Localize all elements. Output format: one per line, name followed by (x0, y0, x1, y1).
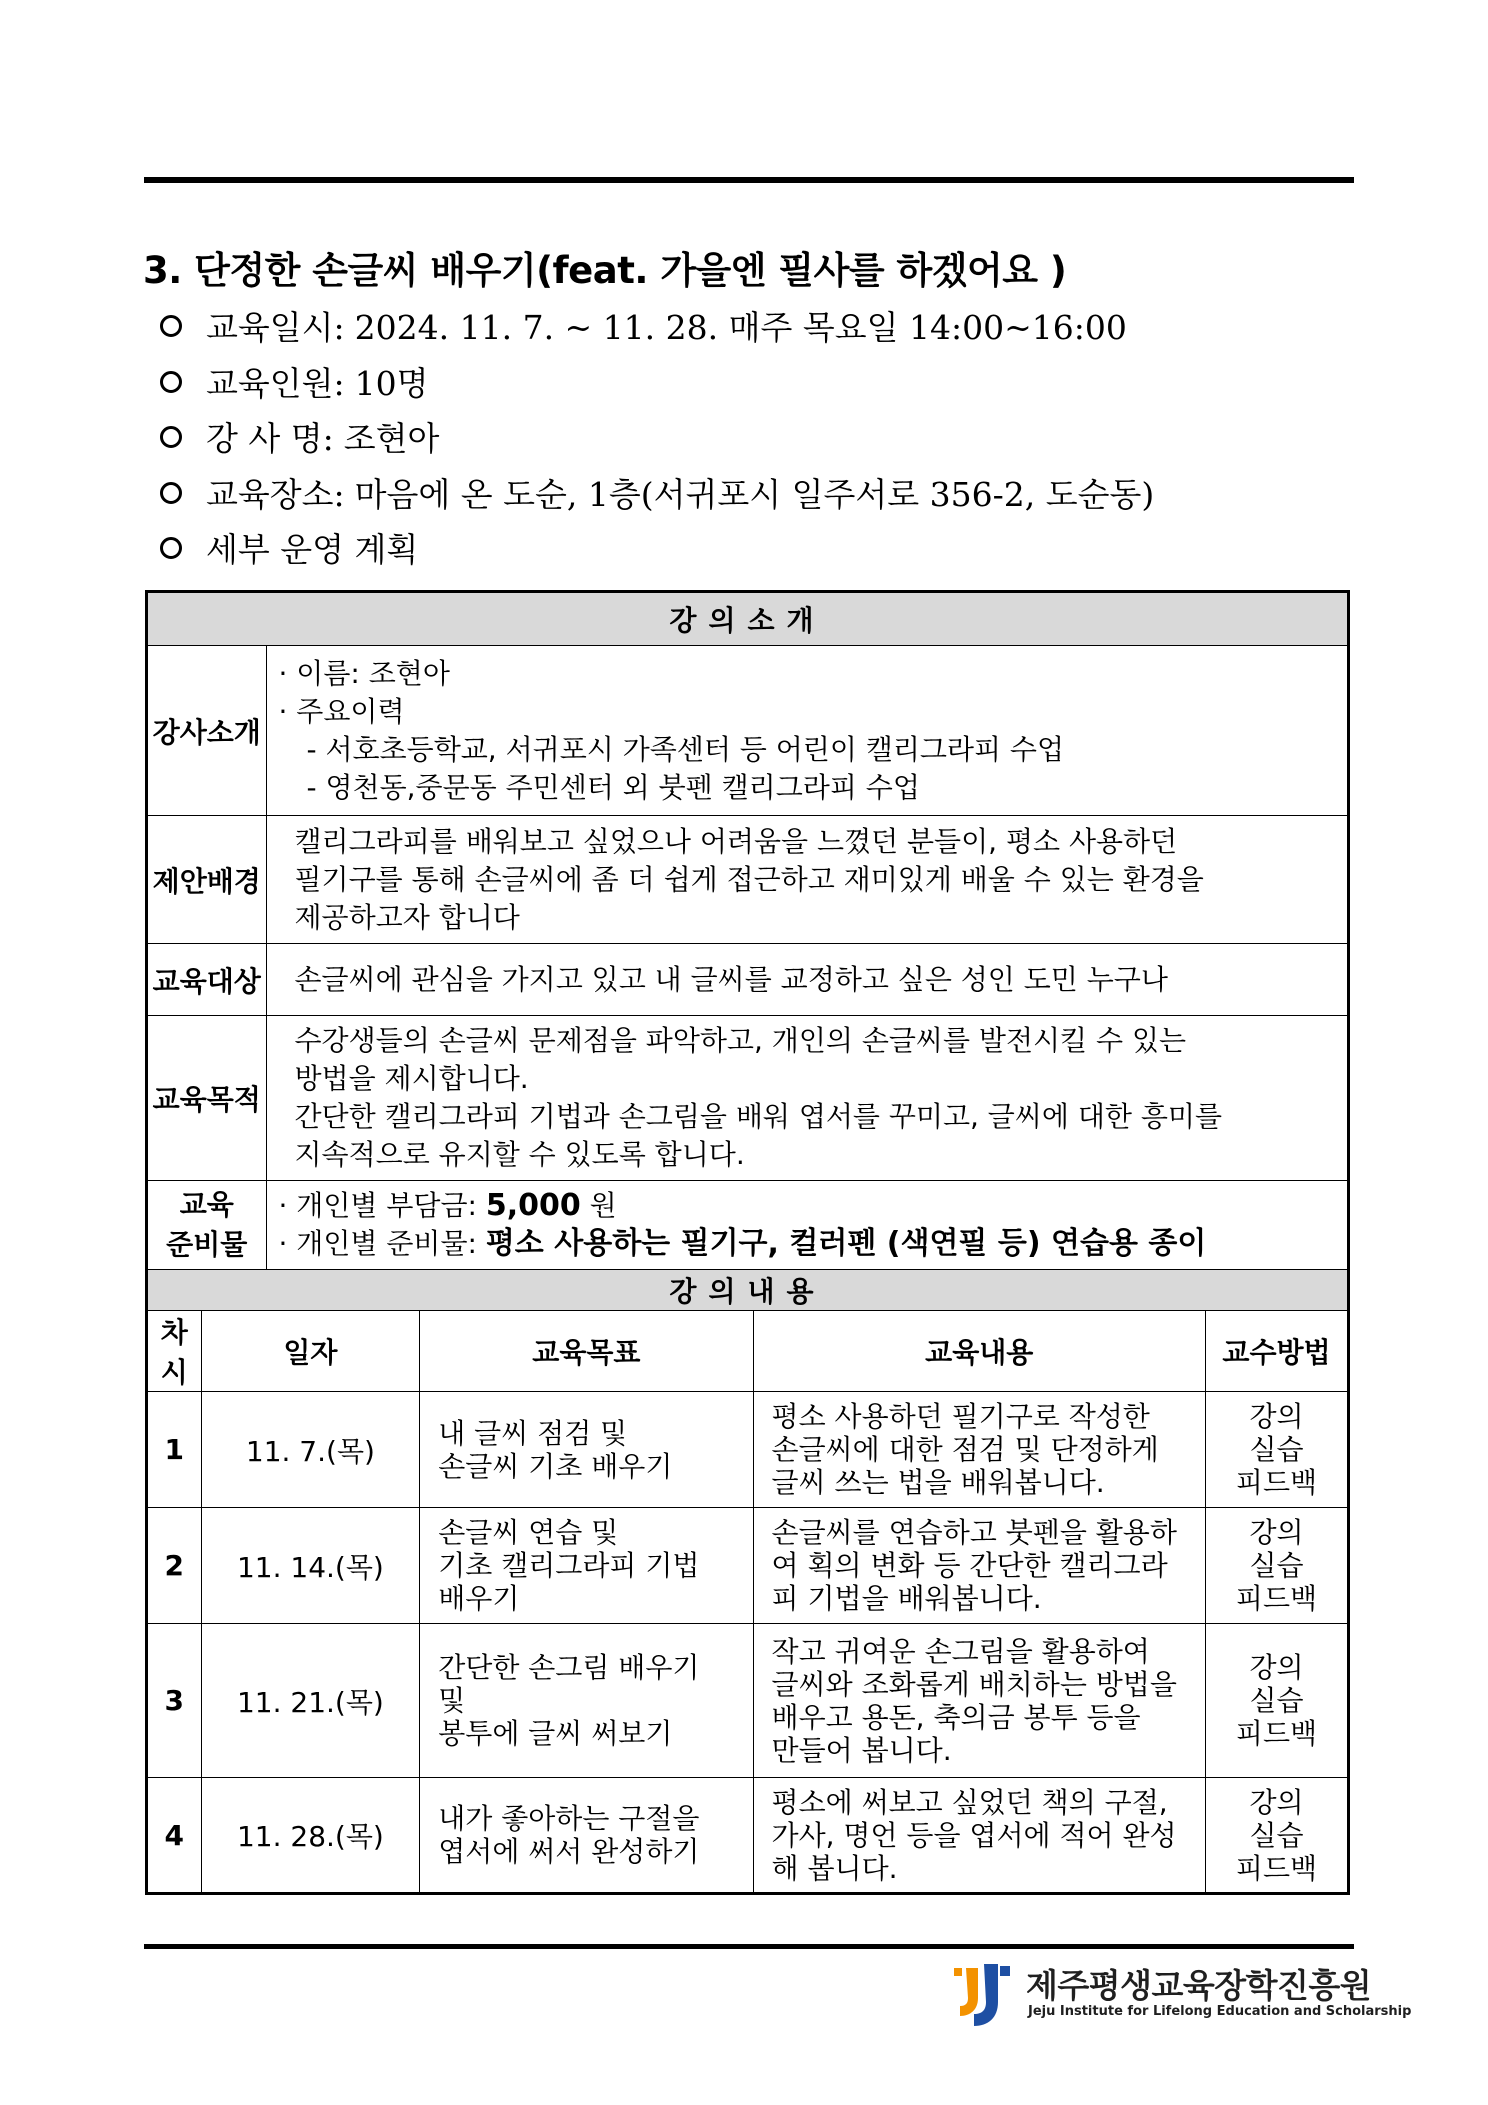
text-line: 손글씨를 연습하고 붓펜을 활용하 (771, 1516, 1177, 1549)
text-line: 평소 사용하던 필기구로 작성한 (771, 1400, 1150, 1433)
col-content: 교육내용 (753, 1311, 1205, 1392)
logo-square-mark (1000, 1966, 1010, 1976)
intro-header: 강의소개 (147, 592, 1349, 646)
session-content (753, 1624, 1205, 1778)
text-line: 작고 귀여운 손그림을 활용하여 (771, 1634, 1150, 1668)
info-instructor (160, 413, 439, 460)
text-line: 만들어 봅니다. (771, 1733, 952, 1767)
bottom-rule (144, 1944, 1354, 1949)
items-value: 평소 사용하는 필기구, 컬러펜 (색연필 등) 연습용 종이 (485, 1226, 1207, 1261)
text-line: · 이름: 조현아 (278, 656, 450, 690)
info-label: 교육인원: (206, 364, 345, 403)
materials-detail (266, 1181, 1349, 1270)
circle-bullet-icon (160, 482, 182, 504)
text-line: 글씨 쓰는 법을 배워봅니다. (771, 1466, 1105, 1499)
text-line: 실습 (1249, 1433, 1304, 1466)
info-value: 마음에 온 도순, 1층(서귀포시 일주서로 356-2, 도순동) (354, 475, 1155, 514)
info-schedule (160, 302, 1127, 349)
info-label: 강 사 명: (206, 419, 334, 458)
text-line: 가사, 명언 등을 엽서에 적어 완성 (771, 1818, 1177, 1852)
text-line: 캘리그라피를 배워보고 싶었으나 어려움을 느꼈던 분들이, 평소 사용하던 (294, 824, 1178, 858)
text-line: 피드백 (1235, 1717, 1318, 1750)
circle-bullet-icon (160, 537, 182, 559)
text-line: 손글씨 연습 및 (438, 1516, 619, 1549)
table-row (147, 1778, 1349, 1894)
text-line: 평소에 써보고 싶었던 책의 구절, (771, 1785, 1168, 1819)
circle-bullet-icon (160, 315, 182, 337)
text-line: 내 글씨 점검 및 (438, 1416, 628, 1450)
table-row (147, 1392, 1349, 1508)
text-line: 피드백 (1235, 1466, 1318, 1499)
session-content (753, 1392, 1205, 1508)
label-line: 교육 (179, 1188, 234, 1221)
session-number: 3 (147, 1624, 202, 1778)
target-detail (266, 944, 1349, 1016)
session-content (753, 1778, 1205, 1894)
session-date: 11. 28.(목) (201, 1778, 420, 1894)
text-line: 강의 (1249, 1651, 1304, 1684)
session-method (1206, 1508, 1349, 1624)
text-line: 기초 캘리그라피 기법 (438, 1549, 700, 1582)
fee-prefix: · 개인별 부담금: (278, 1189, 486, 1222)
text-line: 배우기 (438, 1582, 520, 1615)
text-line: 봉투에 글씨 써보기 (438, 1717, 673, 1750)
text-line: 지속적으로 유지할 수 있도록 합니다. (294, 1138, 745, 1171)
info-label: 세부 운영 계획 (206, 530, 419, 569)
circle-bullet-icon (160, 371, 182, 393)
text-line: 배우고 용돈, 축의금 봉투 등을 (771, 1700, 1141, 1734)
org-name-korean: 제주평생교육장학진흥원 (1026, 1966, 1372, 2005)
session-date: 11. 7.(목) (201, 1392, 420, 1508)
session-number: 1 (147, 1392, 202, 1508)
col-method: 교수방법 (1206, 1311, 1349, 1392)
info-label: 교육일시: (206, 308, 345, 347)
table-row (147, 1508, 1349, 1624)
text-line: 손글씨 기초 배우기 (438, 1449, 673, 1483)
materials-label (147, 1181, 267, 1270)
text-line: 강의 (1249, 1516, 1304, 1549)
plan-table (145, 590, 1350, 1895)
col-session: 차시 (147, 1311, 202, 1392)
background-label: 제안배경 (147, 816, 267, 944)
top-rule (144, 177, 1354, 183)
info-value: 10명 (354, 364, 429, 403)
info-value: 2024. 11. 7. ~ 11. 28. 매주 목요일 14:00~16:00 (354, 308, 1127, 347)
instructor-detail (266, 646, 1349, 816)
text-line: 방법을 제시합니다. (294, 1062, 529, 1095)
text-line: 해 봅니다. (771, 1851, 898, 1885)
jeju-logo-icon (948, 1958, 1018, 2028)
text-line: 피드백 (1235, 1582, 1318, 1615)
target-label: 교육대상 (147, 944, 267, 1016)
text-line: - 영천동,중문동 주민센터 외 붓펜 캘리그라피 수업 (306, 770, 920, 804)
fee-suffix: 원 (580, 1189, 617, 1222)
section-title: 3. 단정한 손글씨 배우기(feat. 가을엔 필사를 하겠어요 ) (143, 249, 1067, 292)
session-goal (420, 1392, 753, 1508)
session-date: 11. 21.(목) (201, 1624, 420, 1778)
fee-line (279, 1187, 1336, 1225)
session-method (1206, 1624, 1349, 1778)
text-line: · 주요이력 (278, 694, 405, 728)
session-number: 2 (147, 1508, 202, 1624)
text-line: 수강생들의 손글씨 문제점을 파악하고, 개인의 손글씨를 발전시킬 수 있는 (294, 1024, 1187, 1057)
text-line: 피 기법을 배워봅니다. (771, 1582, 1042, 1615)
label-line: 준비물 (166, 1228, 248, 1261)
text-line: 글씨와 조화롭게 배치하는 방법을 (771, 1667, 1177, 1701)
text-line: 내가 좋아하는 구절을 (438, 1802, 700, 1835)
text-line: 제공하고자 합니다 (294, 900, 520, 934)
session-method (1206, 1392, 1349, 1508)
session-method (1206, 1778, 1349, 1894)
content-header: 강의내용 (147, 1270, 1349, 1311)
org-name-english: Jeju Institute for Lifelong Education and Scholarship (1028, 2004, 1412, 2019)
session-number: 4 (147, 1778, 202, 1894)
session-goal (420, 1624, 753, 1778)
items-line (279, 1225, 1336, 1263)
session-goal (420, 1508, 753, 1624)
text-line: 손글씨에 대한 점검 및 단정하게 (771, 1433, 1159, 1466)
text-line: 실습 (1249, 1549, 1304, 1582)
text-line: 강의 (1249, 1785, 1304, 1819)
col-date: 일자 (201, 1311, 420, 1392)
items-prefix: · 개인별 준비물: (278, 1227, 486, 1260)
info-label: 교육장소: (206, 475, 345, 514)
text-line: 피드백 (1235, 1851, 1318, 1885)
text-line: 필기구를 통해 손글씨에 좀 더 쉽게 접근하고 재미있게 배울 수 있는 환경을 (294, 862, 1204, 896)
logo-j-mark (960, 1968, 978, 2016)
fee-amount: 5,000 (485, 1188, 581, 1223)
session-goal (420, 1778, 753, 1894)
col-goal: 교육목표 (420, 1311, 753, 1392)
text-line: 간단한 손그림 배우기 및 (438, 1651, 700, 1717)
text-line: 실습 (1249, 1818, 1304, 1852)
background-detail (266, 816, 1349, 944)
instructor-label: 강사소개 (147, 646, 267, 816)
goal-label: 교육목적 (147, 1016, 267, 1181)
info-plan (160, 524, 428, 571)
text-line: 간단한 캘리그라피 기법과 손그림을 배워 엽서를 꾸미고, 글씨에 대한 흥미를 (294, 1100, 1222, 1133)
text-line: 강의 (1249, 1400, 1304, 1433)
table-row (147, 1624, 1349, 1778)
text-line: 여 획의 변화 등 간단한 캘리그라 (771, 1549, 1168, 1582)
org-logo (948, 1958, 1412, 2038)
text-line: - 서호초등학교, 서귀포시 가족센터 등 어린이 캘리그라피 수업 (306, 732, 1065, 766)
text-line: 실습 (1249, 1684, 1304, 1717)
info-capacity (160, 358, 429, 405)
info-value: 조현아 (343, 419, 440, 458)
session-content (753, 1508, 1205, 1624)
session-date: 11. 14.(목) (201, 1508, 420, 1624)
text-line: 손글씨에 관심을 가지고 있고 내 글씨를 교정하고 싶은 성인 도민 누구나 (294, 962, 1168, 996)
info-location (160, 469, 1154, 516)
text-line: 엽서에 써서 완성하기 (438, 1835, 700, 1868)
logo-dot-mark (954, 1968, 962, 1976)
circle-bullet-icon (160, 426, 182, 448)
goal-detail (266, 1016, 1349, 1181)
